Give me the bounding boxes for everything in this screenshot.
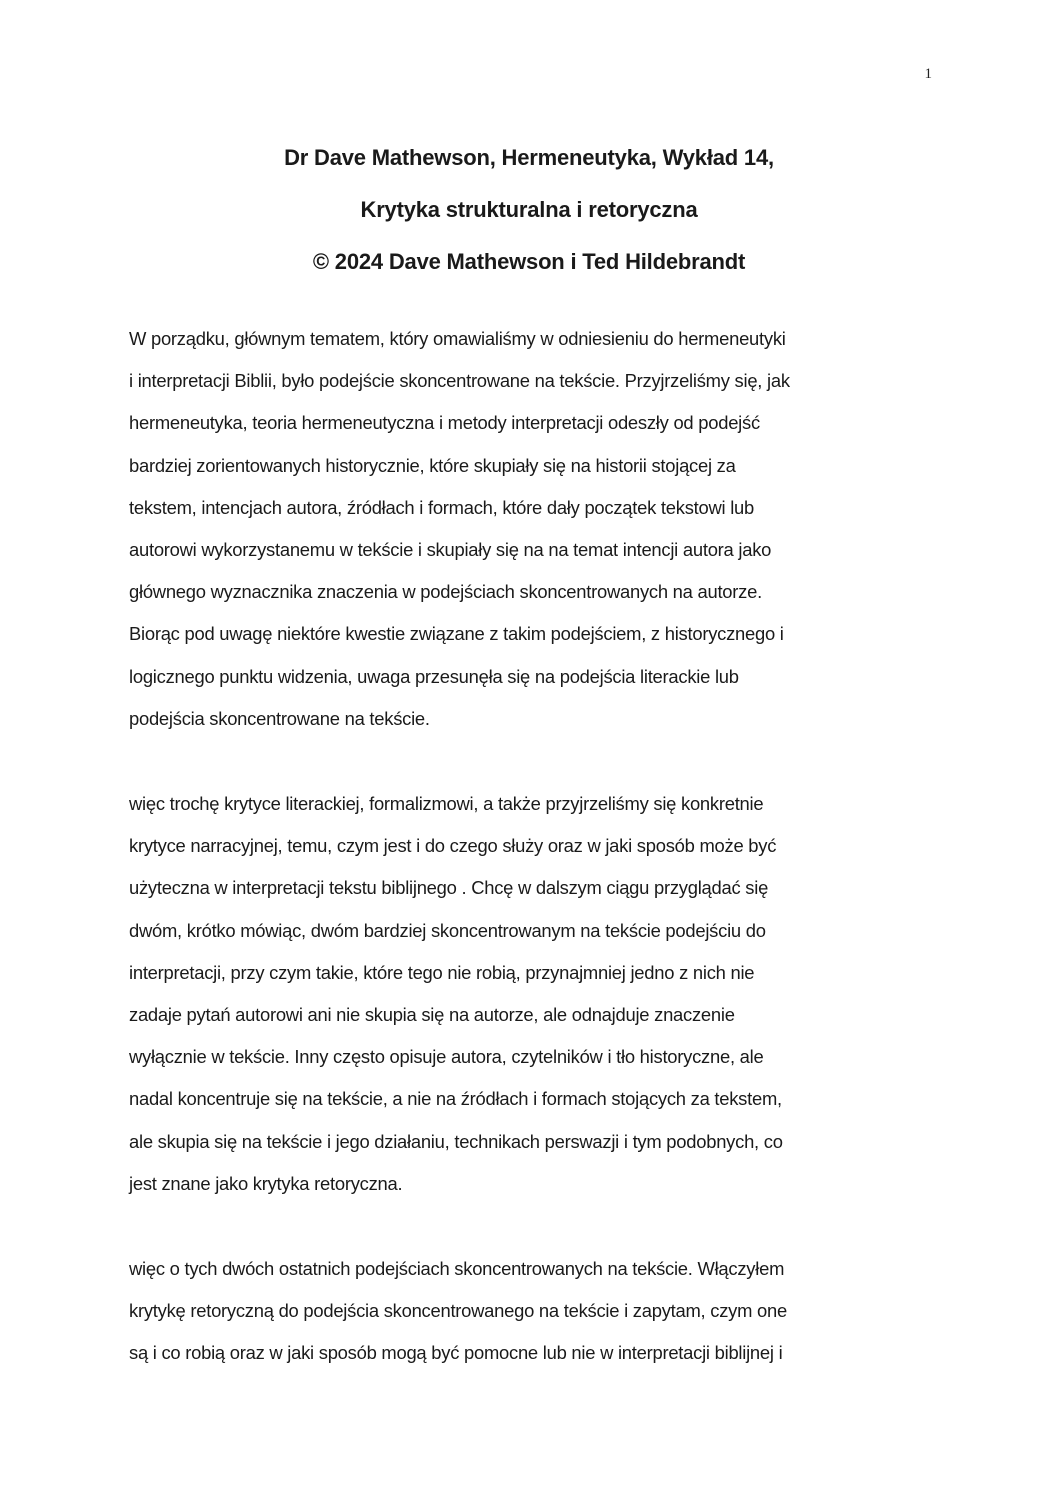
- text-line: wyłącznie w tekście. Inny często opisuje autora, czytelników i tło historyczne, ale: [129, 1046, 764, 1068]
- text-line: logicznego punktu widzenia, uwaga przesunęła się na podejścia literackie lub: [129, 665, 739, 687]
- text-line: więc o tych dwóch ostatnich podejściach skoncentrowanych na tekście. Włączyłem: [129, 1258, 785, 1280]
- paragraph-2: [129, 783, 929, 1205]
- paragraph-3: [129, 1248, 929, 1375]
- text-line: głównego wyznacznika znaczenia w podejściach skoncentrowanych na autorze.: [129, 581, 762, 603]
- page-number: 1: [924, 66, 932, 82]
- text-line: nadal koncentruje się na tekście, a nie na źródłach i formach stojących za tekstem,: [129, 1088, 782, 1110]
- text-line: użyteczna w interpretacji tekstu biblijnego . Chcę w dalszym ciągu przyglądać się: [129, 877, 769, 899]
- text-line: ale skupia się na tekście i jego działaniu, technikach perswazji i tym podobnych, co: [129, 1130, 783, 1152]
- text-line: podejścia skoncentrowane na tekście.: [129, 707, 430, 729]
- document-title: [0, 132, 1058, 288]
- text-line: i interpretacji Biblii, było podejście skoncentrowane na tekście. Przyjrzeliśmy się, jak: [129, 370, 790, 392]
- text-line: tekstem, intencjach autora, źródłach i formach, które dały początek tekstowi lub: [129, 496, 755, 518]
- text-line: Biorąc pod uwagę niektóre kwestie związane z takim podejściem, z historycznego i: [129, 623, 784, 645]
- text-line: są i co robią oraz w jaki sposób mogą być pomocne lub nie w interpretacji biblijnej i: [129, 1342, 783, 1364]
- text-line: dwóm, krótko mówiąc, dwóm bardziej skoncentrowanym na tekście podejściu do: [129, 919, 766, 941]
- text-line: zadaje pytań autorowi ani nie skupia się na autorze, ale odnajduje znaczenie: [129, 1004, 735, 1026]
- text-line: W porządku, głównym tematem, który omawialiśmy w odniesieniu do hermeneutyki: [129, 328, 786, 349]
- text-line: bardziej zorientowanych historycznie, które skupiały się na historii stojącej za: [129, 454, 736, 476]
- text-line: krytyce narracyjnej, temu, czym jest i do czego służy oraz w jaki sposób może być: [129, 835, 777, 857]
- title-line-2: Krytyka strukturalna i retoryczna: [360, 197, 698, 222]
- title-line-1: Dr Dave Mathewson, Hermeneutyka, Wykład 14,: [284, 145, 774, 170]
- text-line: więc trochę krytyce literackiej, formalizmowi, a także przyjrzeliśmy się konkretnie: [129, 793, 764, 815]
- title-line-3: © 2024 Dave Mathewson i Ted Hildebrandt: [312, 249, 746, 274]
- text-line: jest znane jako krytyka retoryczna.: [129, 1172, 403, 1194]
- text-line: autorowi wykorzystanemu w tekście i skupiały się na na temat intencji autora jako: [129, 539, 772, 561]
- paragraph-1: [129, 318, 929, 740]
- text-line: interpretacji, przy czym takie, które tego nie robią, przynajmniej jedno z nich nie: [129, 961, 755, 983]
- body-text: [129, 318, 929, 1418]
- text-line: hermeneutyka, teoria hermeneutyczna i metody interpretacji odeszły od podejść: [129, 412, 760, 434]
- text-line: krytykę retoryczną do podejścia skoncentrowanego na tekście i zapytam, czym one: [129, 1300, 787, 1322]
